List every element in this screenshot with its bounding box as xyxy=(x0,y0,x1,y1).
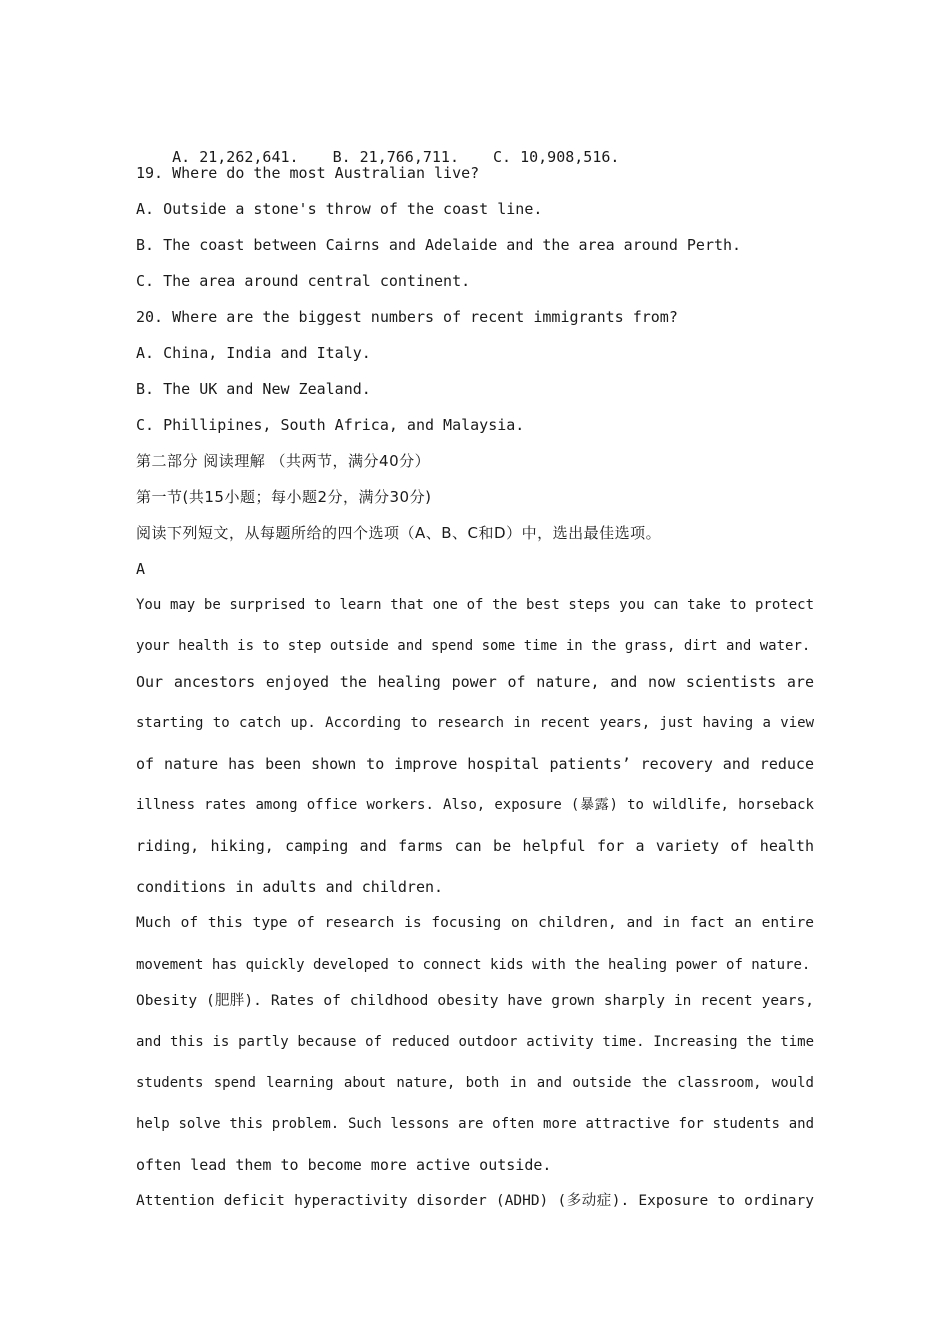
passage-line: conditions in adults and children. xyxy=(136,878,444,896)
passage-line: Attention deficit hyperactivity disorder (ADHD) (多动症). Exposure to ordinary xyxy=(136,1193,814,1209)
passage-line: Our ancestors enjoyed the healing power of nature, and now scientists are xyxy=(136,673,814,691)
q20-option-a: A. China, India and Italy. xyxy=(136,344,371,362)
passage-line: and this is partly because of reduced outdoor activity time. Increasing the time xyxy=(136,1034,814,1050)
passage-line: Much of this type of research is focusing on children, and in fact an entire xyxy=(136,915,814,931)
passage-line: help solve this problem. Such lessons are often more attractive for students and xyxy=(136,1116,814,1132)
part-heading: 第二部分 阅读理解 （共两节，满分40分） xyxy=(136,452,431,470)
q20-option-b: B. The UK and New Zealand. xyxy=(136,380,371,398)
q18-options-row xyxy=(136,127,620,166)
q20-option-c: C. Phillipines, South Africa, and Malaysia. xyxy=(136,416,525,434)
subsection-heading: 第一节(共15小题；每小题2分，满分30分) xyxy=(136,488,432,506)
q20-question: 20. Where are the biggest numbers of recent immigrants from? xyxy=(136,308,678,326)
passage-line: illness rates among office workers. Also, exposure (暴露) to wildlife, horseback xyxy=(136,797,814,813)
passage-line: riding, hiking, camping and farms can be helpful for a variety of health xyxy=(136,837,814,855)
passage-line: starting to catch up. According to research in recent years, just having a view xyxy=(136,715,814,731)
q18-option-a: A. 21,262,641. xyxy=(172,148,299,166)
passage-line: students spend learning about nature, both in and outside the classroom, would xyxy=(136,1075,814,1091)
passage-line: often lead them to become more active outside. xyxy=(136,1156,552,1174)
q19-option-c: C. The area around central continent. xyxy=(136,272,471,290)
passage-label: A xyxy=(136,560,146,578)
q18-option-c: C. 10,908,516. xyxy=(493,148,620,166)
passage-line: Obesity (肥胖). Rates of childhood obesity have grown sharply in recent years, xyxy=(136,993,814,1009)
passage-line: You may be surprised to learn that one of the best steps you can take to protect xyxy=(136,597,814,613)
q19-question: 19. Where do the most Australian live? xyxy=(136,164,480,182)
passage-line: movement has quickly developed to connect kids with the healing power of nature. xyxy=(136,957,811,973)
q19-option-a: A. Outside a stone's throw of the coast line. xyxy=(136,200,543,218)
instructions: 阅读下列短文，从每题所给的四个选项（A、B、C和D）中，选出最佳选项。 xyxy=(136,524,662,542)
passage-line: of nature has been shown to improve hospital patients’ recovery and reduce xyxy=(136,755,814,773)
q18-option-b: B. 21,766,711. xyxy=(332,148,459,166)
q19-option-b: B. The coast between Cairns and Adelaide and the area around Perth. xyxy=(136,236,742,254)
passage-line: your health is to step outside and spend some time in the grass, dirt and water. xyxy=(136,638,811,654)
